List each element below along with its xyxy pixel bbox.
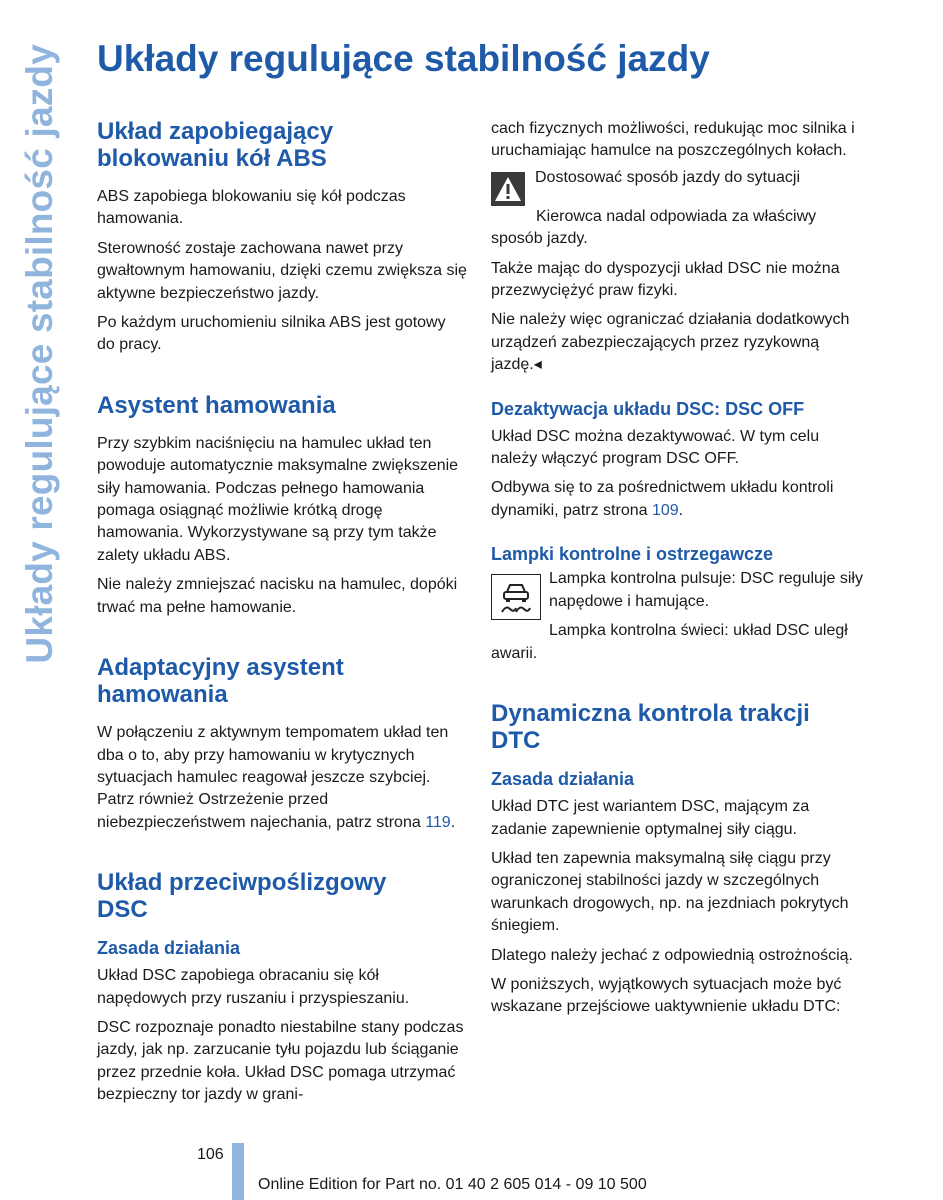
dsc-paragraph-1: Układ DSC zapobiega obracaniu się kół napędowych przy ruszaniu i przyspieszaniu.: [97, 967, 410, 1007]
abs-paragraph-1: ABS zapobiega blokowaniu się kół podczas hamowania.: [97, 188, 406, 228]
dsc-continued-paragraph: cach fizycznych możliwości, redukując moc silnika i uruchamiając hamulce na poszczególnych kołach.: [491, 120, 855, 160]
dtc-paragraph-2: Układ ten zapewnia maksymalną siłę ciągu przy ograniczonej stabilności jazdy w szczególnych warunkach drogowych, np. na jezdniach pokrytych śniegiem.: [491, 849, 849, 935]
dtc-principle-subheading: Zasada działania: [491, 769, 635, 790]
physics-paragraph: Także mając do dyspozycji układ DSC nie można przezwyciężyć praw fizyki.: [491, 259, 840, 300]
page-119-link[interactable]: 119: [425, 813, 451, 831]
edition-footer: Online Edition for Part no. 01 40 2 605 014 - 09 10 500: [258, 1176, 647, 1193]
abs-paragraph-3: Po każdym uruchomieniu silnika ABS jest gotowy do pracy.: [97, 314, 446, 354]
right-column: [491, 118, 866, 1026]
page-number: 106: [197, 1146, 224, 1163]
dsc-principle-subheading: Zasada działania: [97, 938, 241, 959]
dsc-paragraph-2: DSC rozpoznaje ponadto niestabilne stany podczas jazdy, jak np. zarzucanie tyłu pojazdu lub ściąganie przez przednie koła. Układ DSC pomaga utrzymać bezpieczny tor jazdy w grani-: [97, 1018, 464, 1104]
lamp-paragraph-2: Lampka kontrolna świeci: układ DSC uległ awarii.: [491, 622, 848, 662]
adaptive-brake-period: .: [450, 813, 456, 831]
dsc-skid-car-icon: [491, 574, 541, 620]
adaptive-brake-paragraph: [97, 722, 467, 834]
dtc-paragraph-3: Dlatego należy jechać z odpowiednią ostrożnością.: [491, 946, 853, 964]
warning-text: Kierowca nadal odpowiada za właściwy sposób jazdy.: [491, 207, 817, 248]
dtc-paragraph-4: W poniższych, wyjątkowych sytuacjach może być wskazane przejściowe uaktywnienie układu DTC:: [491, 975, 842, 1016]
footer-bar: [232, 1143, 244, 1200]
left-column: [97, 118, 467, 1114]
side-title-text: Układy regulujące stabilność jazdy: [19, 44, 60, 664]
brake-assist-heading: Asystent hamowania: [97, 391, 336, 419]
lamps-subheading: Lampki kontrolne i ostrzegawcze: [491, 544, 774, 565]
abs-heading: Układ zapobiegający blokowaniu kół ABS: [97, 118, 334, 172]
side-title: [16, 44, 64, 664]
warning-block: [491, 170, 866, 206]
dsc-off-paragraph-2: [491, 477, 866, 522]
dsc-off-text: Odbywa się to za pośrednictwem układu kontroli dynamiki, patrz strona: [491, 479, 834, 519]
dtc-paragraph-1: Układ DTC jest wariantem DSC, mającym za zadanie zapewnienie optymalnej siły ciągu.: [491, 798, 810, 838]
dtc-heading: Dynamiczna kontrola trakcji DTC: [491, 700, 810, 755]
dsc-off-subheading: Dezaktywacja układu DSC: DSC OFF: [491, 398, 805, 419]
limit-paragraph: Nie należy więc ograniczać działania dodatkowych urządzeń zabezpieczających przez ryzykowną jazdę.◂: [491, 311, 850, 374]
dsc-off-period: .: [678, 501, 684, 519]
lamp-paragraph-1: Lampka kontrolna pulsuje: DSC reguluje siły napędowe i hamujące.: [549, 570, 863, 610]
page-109-link[interactable]: 109: [651, 501, 679, 519]
brake-assist-paragraph-2: Nie należy zmniejszać nacisku na hamulec, dopóki trwać ma pełne hamowanie.: [97, 576, 458, 616]
brake-assist-paragraph-1: Przy szybkim naciśnięciu na hamulec układ ten powoduje automatycznie maksymalne zwiększenie siły hamowania. Podczas pełnego hamowania pomaga osiągnąć możliwie krótką drogę hamowania. Wykorzystywane są przy tym także zalety układu ABS.: [97, 434, 459, 564]
warning-heading: Dostosować sposób jazdy do sytuacji: [535, 168, 801, 186]
dsc-lamp-block: [491, 571, 866, 620]
warning-triangle-icon: [491, 172, 525, 206]
dsc-heading: Układ przeciwpoślizgowy DSC: [97, 869, 387, 924]
adaptive-brake-heading: Adaptacyjny asystent hamowania: [97, 654, 344, 709]
dsc-off-paragraph-1: Układ DSC można dezaktywować. W tym celu należy włączyć program DSC OFF.: [491, 427, 820, 468]
abs-paragraph-2: Sterowność zostaje zachowana nawet przy gwałtownym hamowaniu, dzięki czemu zwiększa się aktywne bezpieczeństwo jazdy.: [97, 239, 467, 302]
page-title: Układy regulujące stabilność jazdy: [97, 38, 710, 79]
adaptive-brake-text: W połączeniu z aktywnym tempomatem układ ten dba o to, aby przy hamowaniu w krytycznych sytuacjach hamulec reagował jeszcze szybciej. Patrz również Ostrzeżenie przed niebezpieczeństwem najechania, patrz strona: [97, 724, 449, 831]
